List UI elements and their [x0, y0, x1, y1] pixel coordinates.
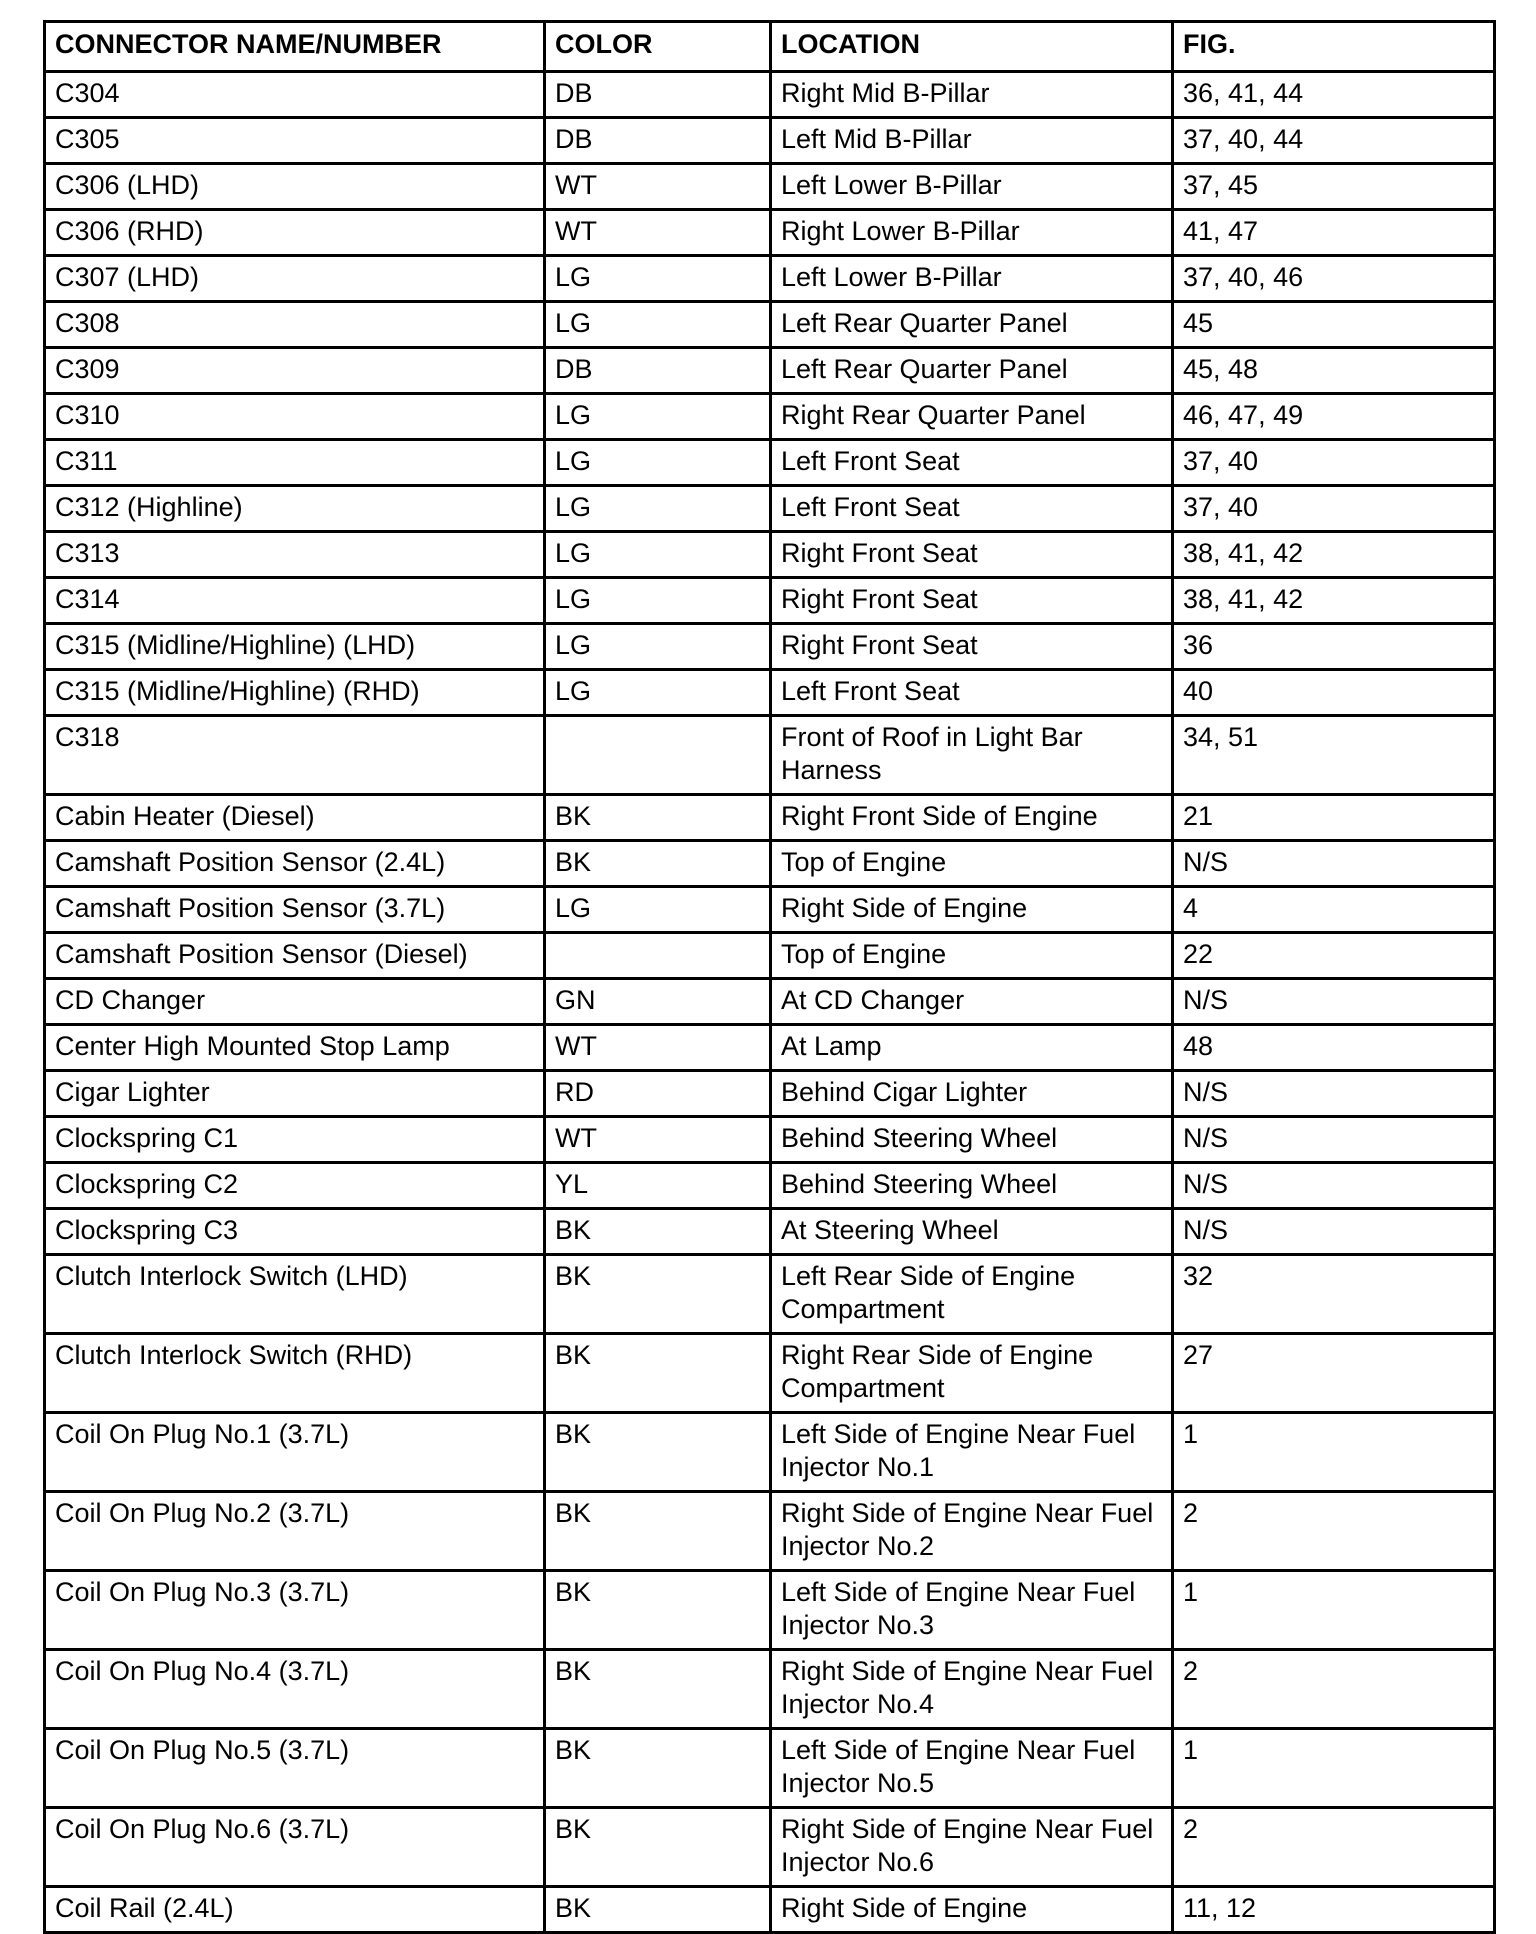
cell-location: At CD Changer [771, 979, 1173, 1025]
header-fig: FIG. [1173, 22, 1495, 72]
cell-connector: C312 (Highline) [45, 486, 545, 532]
cell-location: Right Side of Engine Near Fuel Injector No.6 [771, 1808, 1173, 1887]
table-row [45, 1571, 1495, 1650]
cell-fig: 2 [1173, 1808, 1495, 1887]
table-row [45, 394, 1495, 440]
cell-connector: C313 [45, 532, 545, 578]
cell-fig: 2 [1173, 1650, 1495, 1729]
cell-color: LG [545, 394, 771, 440]
cell-color: YL [545, 1163, 771, 1209]
cell-color: WT [545, 1117, 771, 1163]
cell-location: At Lamp [771, 1025, 1173, 1071]
table-row [45, 1209, 1495, 1255]
cell-fig: 45, 48 [1173, 348, 1495, 394]
table-row [45, 1887, 1495, 1933]
cell-color: DB [545, 348, 771, 394]
cell-fig: 21 [1173, 795, 1495, 841]
table-row [45, 578, 1495, 624]
cell-connector: C304 [45, 72, 545, 118]
cell-connector: Clutch Interlock Switch (LHD) [45, 1255, 545, 1334]
cell-location: Right Front Seat [771, 532, 1173, 578]
cell-connector: C315 (Midline/Highline) (LHD) [45, 624, 545, 670]
cell-location: Left Mid B-Pillar [771, 118, 1173, 164]
cell-location: Behind Cigar Lighter [771, 1071, 1173, 1117]
table-row [45, 348, 1495, 394]
table-row [45, 979, 1495, 1025]
header-connector: CONNECTOR NAME/NUMBER [45, 22, 545, 72]
cell-location: Behind Steering Wheel [771, 1163, 1173, 1209]
cell-location: Right Rear Side of Engine Compartment [771, 1334, 1173, 1413]
table-row [45, 72, 1495, 118]
cell-color: DB [545, 118, 771, 164]
cell-connector: Camshaft Position Sensor (Diesel) [45, 933, 545, 979]
cell-fig: 45 [1173, 302, 1495, 348]
table-row [45, 670, 1495, 716]
table-row [45, 210, 1495, 256]
cell-location: Left Front Seat [771, 670, 1173, 716]
cell-fig: N/S [1173, 1071, 1495, 1117]
cell-connector: Coil On Plug No.4 (3.7L) [45, 1650, 545, 1729]
table-row [45, 1117, 1495, 1163]
cell-location: Right Front Side of Engine [771, 795, 1173, 841]
cell-connector: Camshaft Position Sensor (3.7L) [45, 887, 545, 933]
table-row [45, 841, 1495, 887]
cell-connector: C306 (LHD) [45, 164, 545, 210]
table-row [45, 716, 1495, 795]
table-row [45, 486, 1495, 532]
cell-location: Left Front Seat [771, 440, 1173, 486]
cell-color: BK [545, 1209, 771, 1255]
cell-color: BK [545, 1808, 771, 1887]
cell-location: Left Lower B-Pillar [771, 256, 1173, 302]
cell-connector: Clockspring C1 [45, 1117, 545, 1163]
table-row [45, 1255, 1495, 1334]
table-row [45, 1492, 1495, 1571]
cell-fig: 4 [1173, 887, 1495, 933]
table-row [45, 256, 1495, 302]
cell-fig: 37, 40, 44 [1173, 118, 1495, 164]
table-row [45, 1413, 1495, 1492]
cell-color: BK [545, 841, 771, 887]
cell-connector: C308 [45, 302, 545, 348]
cell-color: LG [545, 486, 771, 532]
cell-color: BK [545, 1650, 771, 1729]
cell-connector: C307 (LHD) [45, 256, 545, 302]
cell-color: WT [545, 1025, 771, 1071]
cell-color: GN [545, 979, 771, 1025]
cell-location: Right Lower B-Pillar [771, 210, 1173, 256]
cell-color: BK [545, 1571, 771, 1650]
cell-connector: Camshaft Position Sensor (2.4L) [45, 841, 545, 887]
cell-fig: 37, 40 [1173, 440, 1495, 486]
table-row [45, 1808, 1495, 1887]
table-row [45, 933, 1495, 979]
table-row [45, 118, 1495, 164]
cell-fig: 40 [1173, 670, 1495, 716]
cell-fig: N/S [1173, 979, 1495, 1025]
cell-connector: CD Changer [45, 979, 545, 1025]
cell-fig: 37, 40, 46 [1173, 256, 1495, 302]
connector-table [43, 20, 1496, 1934]
cell-location: At Steering Wheel [771, 1209, 1173, 1255]
cell-fig: 41, 47 [1173, 210, 1495, 256]
cell-color: LG [545, 256, 771, 302]
cell-location: Top of Engine [771, 841, 1173, 887]
cell-fig: 1 [1173, 1729, 1495, 1808]
cell-connector: C315 (Midline/Highline) (RHD) [45, 670, 545, 716]
cell-connector: Coil On Plug No.1 (3.7L) [45, 1413, 545, 1492]
cell-fig: 37, 45 [1173, 164, 1495, 210]
cell-location: Left Front Seat [771, 486, 1173, 532]
table-row [45, 1163, 1495, 1209]
cell-color: LG [545, 670, 771, 716]
cell-location: Left Rear Quarter Panel [771, 348, 1173, 394]
cell-color [545, 716, 771, 795]
cell-color: LG [545, 302, 771, 348]
cell-fig: 38, 41, 42 [1173, 578, 1495, 624]
cell-color: WT [545, 164, 771, 210]
cell-fig: 2 [1173, 1492, 1495, 1571]
cell-fig: 11, 12 [1173, 1887, 1495, 1933]
cell-location: Right Front Seat [771, 624, 1173, 670]
cell-connector: C305 [45, 118, 545, 164]
table-row [45, 164, 1495, 210]
table-header-row [45, 22, 1495, 72]
table-body [45, 72, 1495, 1933]
cell-fig: 1 [1173, 1571, 1495, 1650]
cell-connector: Clutch Interlock Switch (RHD) [45, 1334, 545, 1413]
table-row [45, 440, 1495, 486]
cell-color: BK [545, 1255, 771, 1334]
cell-connector: C314 [45, 578, 545, 624]
cell-fig: 22 [1173, 933, 1495, 979]
cell-location: Left Side of Engine Near Fuel Injector No.5 [771, 1729, 1173, 1808]
cell-location: Right Side of Engine Near Fuel Injector No.4 [771, 1650, 1173, 1729]
cell-color: BK [545, 1492, 771, 1571]
cell-fig: N/S [1173, 1163, 1495, 1209]
cell-location: Top of Engine [771, 933, 1173, 979]
cell-color: LG [545, 624, 771, 670]
cell-color: LG [545, 440, 771, 486]
cell-connector: C306 (RHD) [45, 210, 545, 256]
table-row [45, 887, 1495, 933]
cell-fig: 1 [1173, 1413, 1495, 1492]
cell-color: LG [545, 532, 771, 578]
cell-color: BK [545, 1413, 771, 1492]
cell-fig: 32 [1173, 1255, 1495, 1334]
cell-color [545, 933, 771, 979]
table-row [45, 1334, 1495, 1413]
cell-color: BK [545, 1887, 771, 1933]
cell-connector: Center High Mounted Stop Lamp [45, 1025, 545, 1071]
cell-connector: Clockspring C2 [45, 1163, 545, 1209]
cell-connector: Coil Rail (2.4L) [45, 1887, 545, 1933]
cell-location: Right Side of Engine [771, 1887, 1173, 1933]
cell-location: Left Lower B-Pillar [771, 164, 1173, 210]
cell-fig: 36, 41, 44 [1173, 72, 1495, 118]
table-row [45, 795, 1495, 841]
cell-color: LG [545, 578, 771, 624]
table-row [45, 302, 1495, 348]
cell-fig: N/S [1173, 1117, 1495, 1163]
cell-fig: 27 [1173, 1334, 1495, 1413]
cell-connector: C318 [45, 716, 545, 795]
cell-connector: C310 [45, 394, 545, 440]
cell-location: Behind Steering Wheel [771, 1117, 1173, 1163]
cell-color: BK [545, 795, 771, 841]
cell-location: Left Side of Engine Near Fuel Injector No.1 [771, 1413, 1173, 1492]
cell-color: DB [545, 72, 771, 118]
cell-location: Right Rear Quarter Panel [771, 394, 1173, 440]
cell-fig: 38, 41, 42 [1173, 532, 1495, 578]
cell-location: Right Mid B-Pillar [771, 72, 1173, 118]
cell-connector: Clockspring C3 [45, 1209, 545, 1255]
cell-fig: 48 [1173, 1025, 1495, 1071]
cell-connector: Coil On Plug No.5 (3.7L) [45, 1729, 545, 1808]
table-row [45, 1729, 1495, 1808]
header-location: LOCATION [771, 22, 1173, 72]
cell-color: WT [545, 210, 771, 256]
cell-location: Left Rear Quarter Panel [771, 302, 1173, 348]
cell-fig: 46, 47, 49 [1173, 394, 1495, 440]
table-row [45, 532, 1495, 578]
cell-location: Right Side of Engine Near Fuel Injector No.2 [771, 1492, 1173, 1571]
table-row [45, 1650, 1495, 1729]
cell-connector: Cabin Heater (Diesel) [45, 795, 545, 841]
cell-connector: Coil On Plug No.2 (3.7L) [45, 1492, 545, 1571]
cell-fig: 37, 40 [1173, 486, 1495, 532]
cell-color: LG [545, 887, 771, 933]
table-row [45, 1071, 1495, 1117]
cell-connector: Cigar Lighter [45, 1071, 545, 1117]
cell-location: Right Front Seat [771, 578, 1173, 624]
cell-location: Left Rear Side of Engine Compartment [771, 1255, 1173, 1334]
header-color: COLOR [545, 22, 771, 72]
cell-location: Right Side of Engine [771, 887, 1173, 933]
cell-color: BK [545, 1729, 771, 1808]
cell-location: Front of Roof in Light Bar Harness [771, 716, 1173, 795]
cell-fig: N/S [1173, 841, 1495, 887]
cell-fig: 36 [1173, 624, 1495, 670]
cell-connector: C309 [45, 348, 545, 394]
cell-fig: N/S [1173, 1209, 1495, 1255]
cell-fig: 34, 51 [1173, 716, 1495, 795]
cell-connector: C311 [45, 440, 545, 486]
table-row [45, 624, 1495, 670]
cell-color: BK [545, 1334, 771, 1413]
cell-location: Left Side of Engine Near Fuel Injector No.3 [771, 1571, 1173, 1650]
cell-connector: Coil On Plug No.6 (3.7L) [45, 1808, 545, 1887]
table-row [45, 1025, 1495, 1071]
cell-color: RD [545, 1071, 771, 1117]
cell-connector: Coil On Plug No.3 (3.7L) [45, 1571, 545, 1650]
